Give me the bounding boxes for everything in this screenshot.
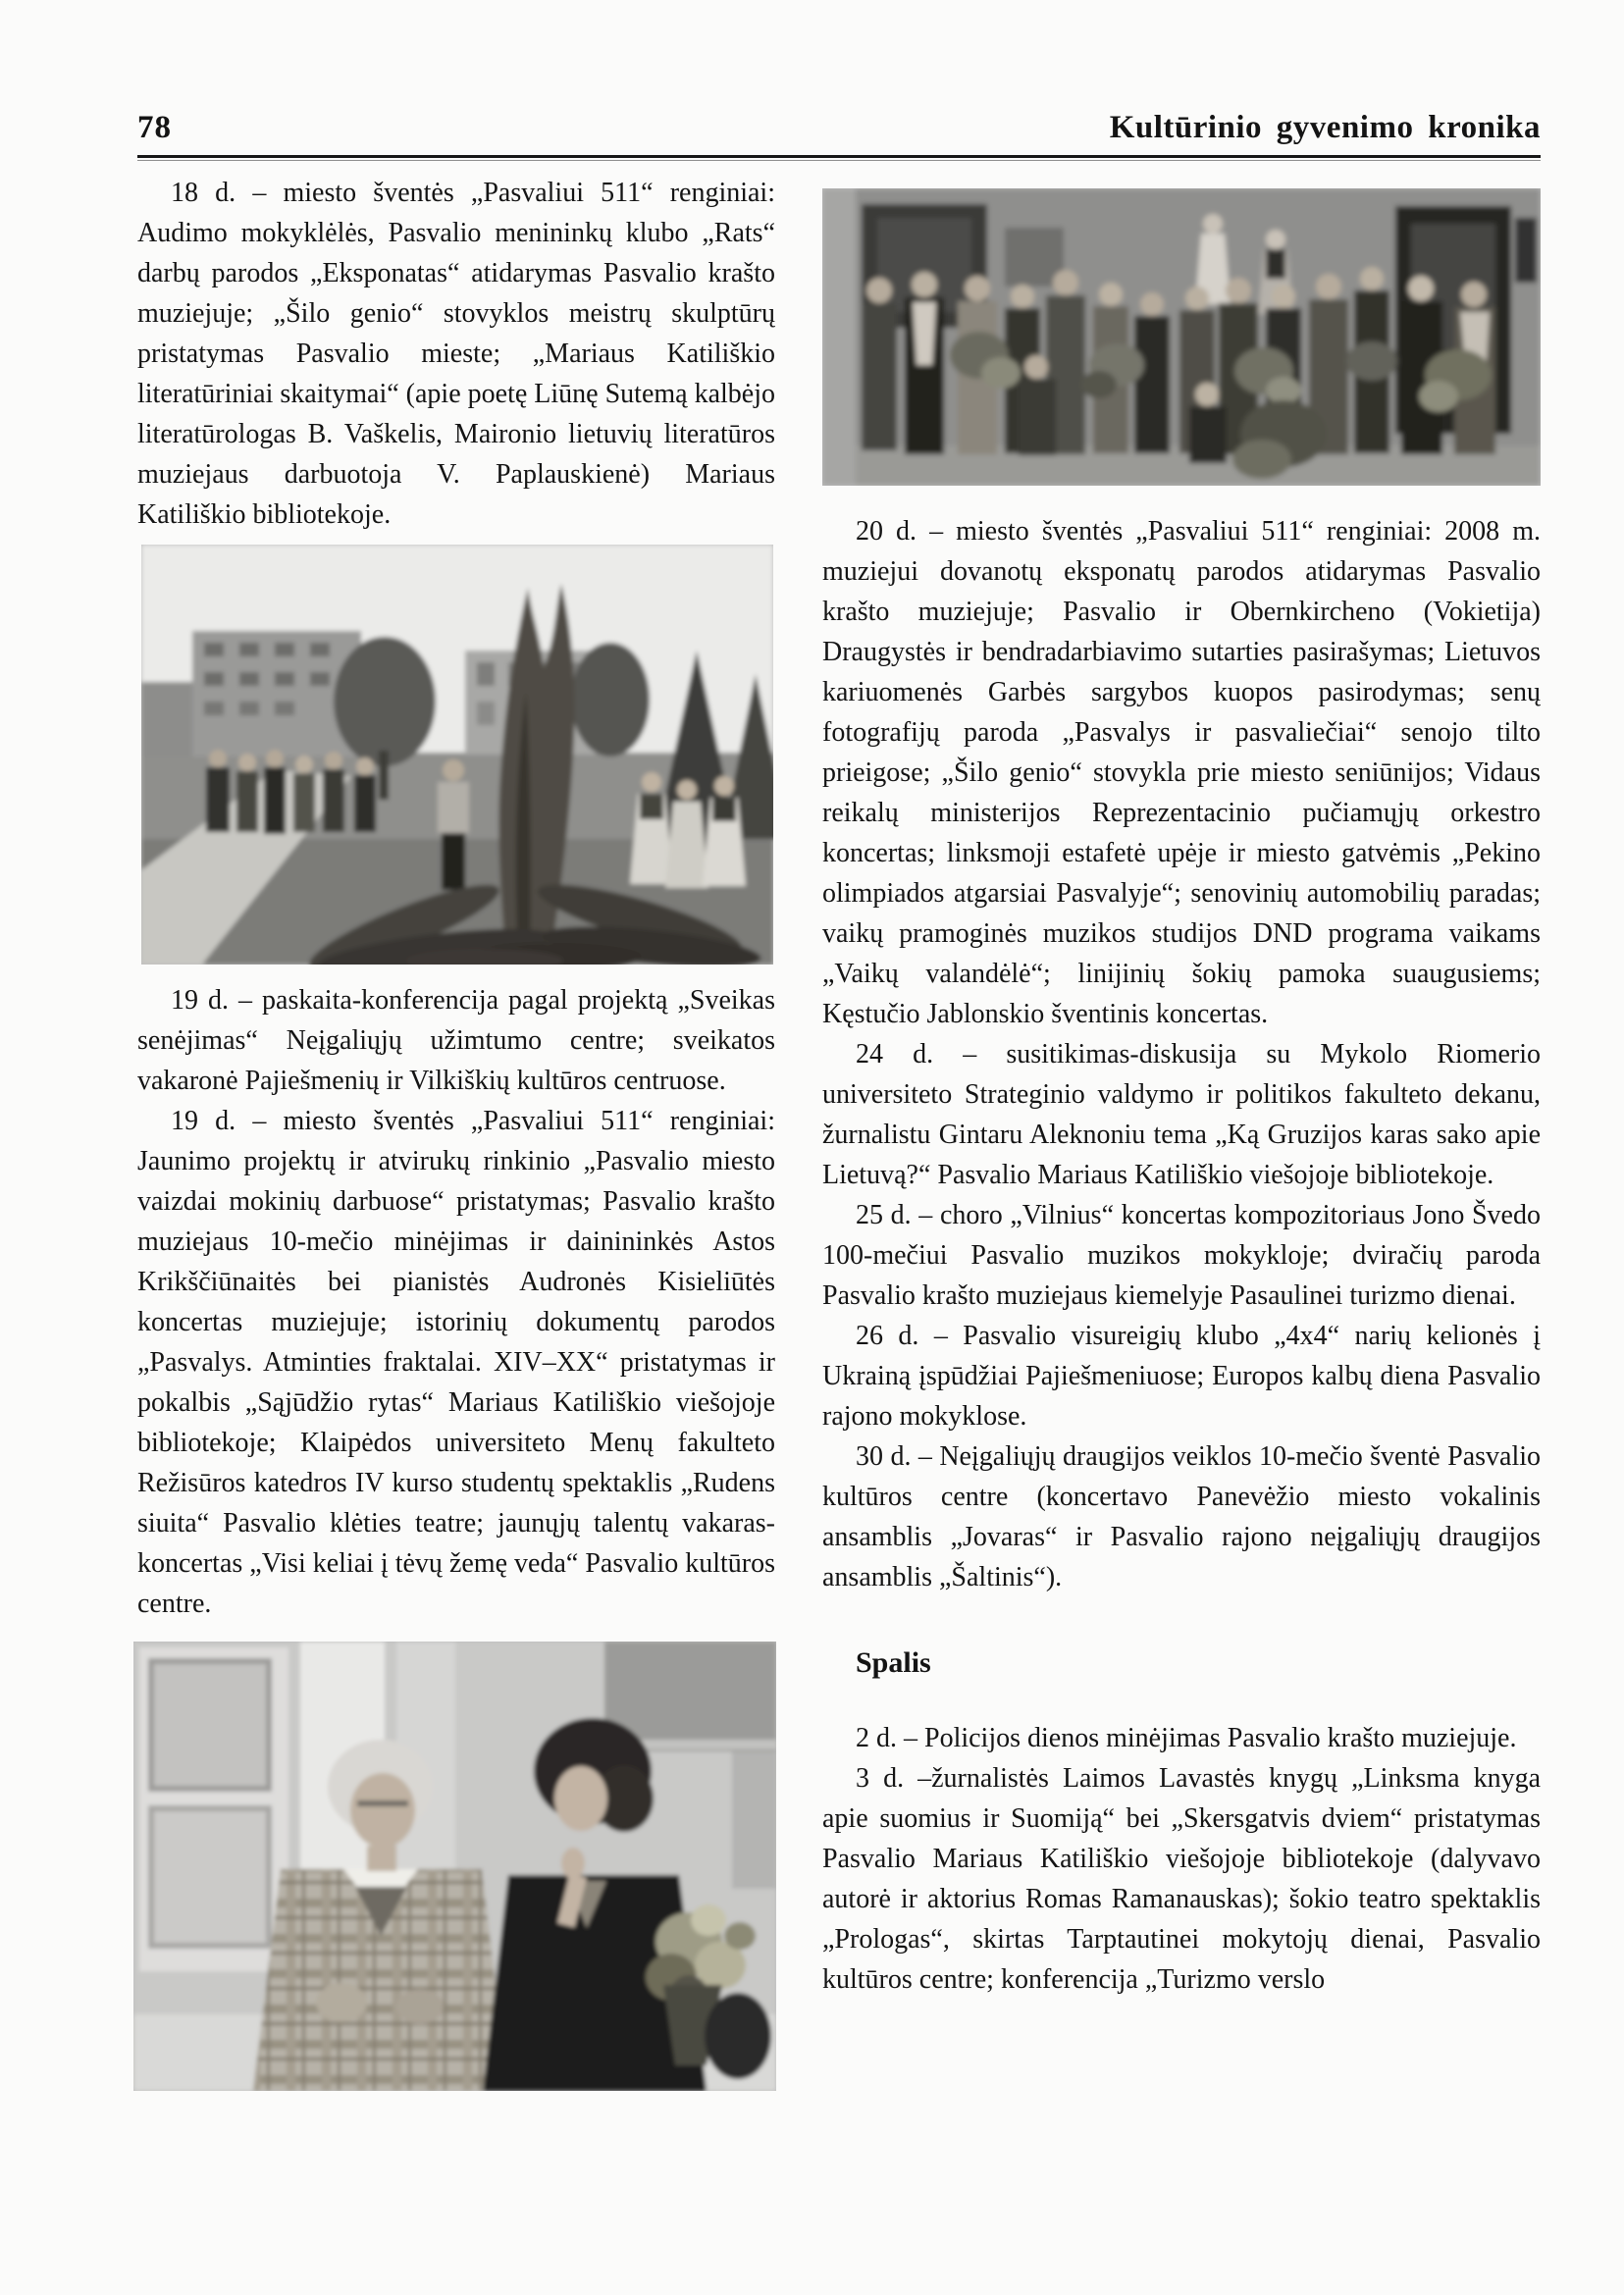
right-column (822, 188, 1541, 2000)
paragraph-20d: 20 d. – miesto šventės „Pasvaliui 511“ renginiai: 2008 m. muziejui dovanotų eksponatų parodos atidarymas Pasvalio krašto muziejuje; Pasvalio ir Obernkircheno (Vokietija) Draugystės ir bendradarbiavimo sutarties pasirašymas; Lietuvos kariuomenės Garbės sargybos kuopos pasirodymas; senų fotografijų paroda „Pasvalys ir pasvaliečiai“ senojo tilto prieigose; „Šilo genio“ stovykla prie miesto seniūnijos; Vidaus reikalų ministerijos Reprezentacinio pučiamųjų orkestro koncertas; linksmoji estafetė upėje ir miesto gatvėmis „Pekino olimpiados atgarsiai Pasvalyje“; senovinių automobilių paradas; vaikų pramoginės muzikos studijos DND programa vaikams „Vaikų valandėlė“; linijinių šokių pamoka suaugusiems; Kęstučio Jablonskio šventinis koncertas. (822, 516, 1541, 1029)
paragraph-24d: 24 d. – susitikimas-diskusija su Mykolo Riomerio universiteto Strateginio valdymo ir politikos fakulteto dekanu, žurnalistu Gintaru Aleknoniu tema „Ką Gruzijos karas sako apie Lietuvą?“ Pasvalio Mariaus Katiliškio viešojoje bibliotekoje. (822, 1039, 1541, 1190)
photo-group (822, 188, 1541, 486)
photo-two-women (133, 1642, 776, 2091)
paragraph-19d-conference: 19 d. – paskaita-konferencija pagal projektą „Sveikas senėjimas“ Neįgaliųjų užimtumo centre; sveikatos vakaronė Pajiešmenių ir Vilkiškių kultūros centruose. (137, 985, 775, 1096)
paragraph-2d: 2 d. – Policijos dienos minėjimas Pasvalio krašto muziejuje. (856, 1723, 1517, 1753)
paragraph-26d: 26 d. – Pasvalio visureigių klubo „4x4“ narių kelionės į Ukrainą įspūdžiai Pajiešmeniuose; Europos kalbų diena Pasvalio rajono mokyklose. (822, 1321, 1541, 1432)
paragraph-18d: 18 d. – miesto šventės „Pasvaliui 511“ renginiai: Audimo mokyklėlės, Pasvalio menininkų klubo „Rats“ darbų parodos „Eksponatas“ atidarymas Pasvalio krašto muziejuje; „Šilo genio“ stovyklos meistrų skulptūrų pristatymas Pasvalio mieste; „Mariaus Katiliškio literatūriniai skaitymai“ (apie poetę Liūnę Sutemą kalbėjo literatūrologas B. Vaškelis, Maironio lietuvių literatūros muziejaus darbuotoja V. Paplauskienė) Mariaus Katiliškio bibliotekoje. (137, 178, 775, 530)
paragraph-30d: 30 d. – Neįgaliųjų draugijos veiklos 10-mečio šventė Pasvalio kultūros centre (koncertavo Panevėžio miesto vokalinis ansamblis „Jovaras“ ir Pasvalio rajono neįgaliųjų draugijos ansamblis „Šaltinis“). (822, 1441, 1541, 1592)
page-number: 78 (137, 110, 172, 145)
left-column (137, 173, 775, 2091)
paragraph-19d-festival: 19 d. – miesto šventės „Pasvaliui 511“ renginiai: Jaunimo projektų ir atvirukų rinkinio „Pasvalio miesto vaizdai mokinių darbuose“ pristatymas; Pasvalio krašto muziejaus 10-mečio minėjimas ir dainininkės Astos Krikščiūnaitės bei pianistės Audronės Kisieliūtės koncertas muziejuje; istorinių dokumentų parodos „Pasvalys. Atminties fraktalai. XIV–XX“ pristatymas ir pokalbis „Sąjūdžio rytas“ Mariaus Katiliškio viešojoje bibliotekoje; Klaipėdos universiteto Menų fakulteto Režisūros katedros IV kurso studentų spektaklis „Rudens siuita“ Pasvalio klėties teatre; jaunųjų talentų vakaras-koncertas „Visi keliai į tėvų žemę veda“ Pasvalio kultūros centre. (137, 1106, 775, 1619)
paragraph-3d: 3 d. –žurnalistės Laimos Lavastės knygų „Linksma knyga apie suomius ir Suomiją“ bei „Skersgatvis dviem“ pristatymas Pasvalio Mariaus Katiliškio viešojoje bibliotekoje (dalyvavo autorė ir aktorius Romas Ramanauskas); šokio teatro spektaklis „Prologas“, skirtas Tarptautinei mokytojų dienai, Pasvalio kultūros centre; konferencija „Turizmo verslo (822, 1763, 1541, 1995)
section-heading-spalis: Spalis (856, 1646, 931, 1679)
header-rule (137, 155, 1541, 163)
photo-sculpture (141, 545, 773, 965)
running-header-title: Kultūrinio gyvenimo kronika (1109, 110, 1541, 145)
paragraph-25d: 25 d. – choro „Vilnius“ koncertas kompozitoriaus Jono Švedo 100-mečiui Pasvalio muzikos mokykloje; dviračių paroda Pasvalio krašto muziejaus kiemelyje Pasaulinei turizmo dienai. (822, 1200, 1541, 1311)
